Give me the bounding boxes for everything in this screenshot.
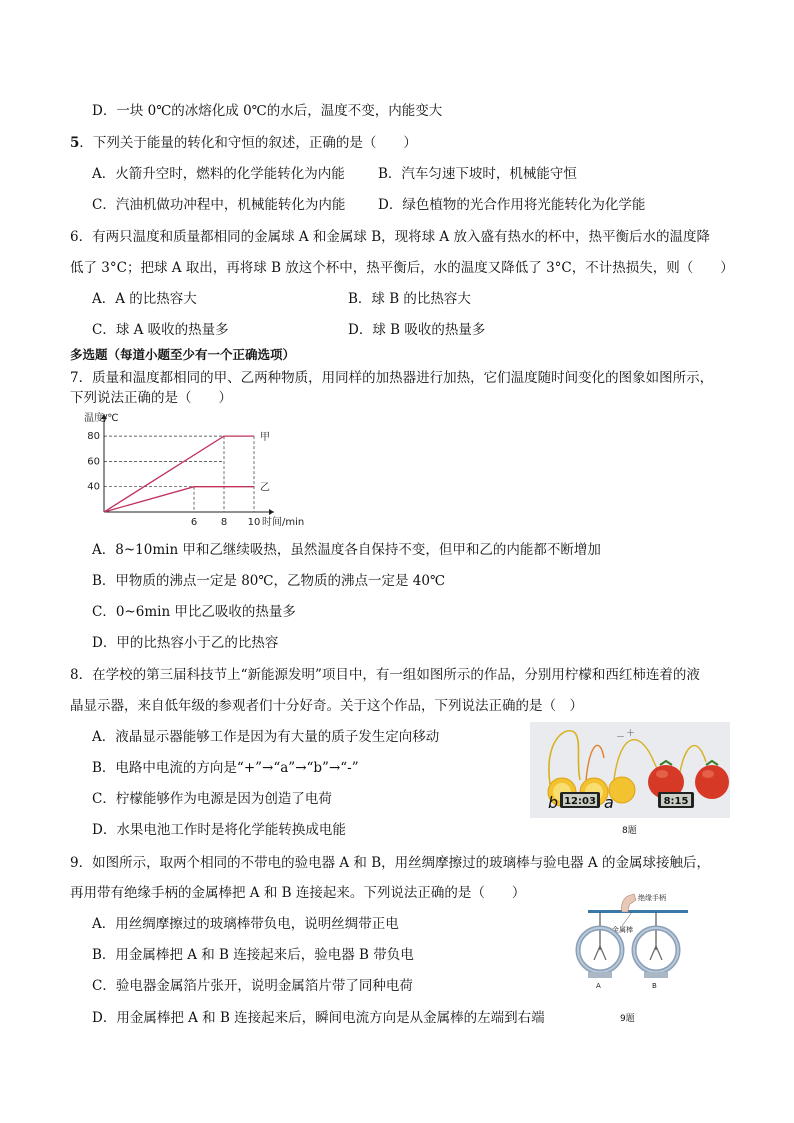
q6-option-c: C．球 A 吸收的热量多 [92, 322, 229, 338]
q5-option-b: B．汽车匀速下坡时，机械能守恒 [378, 166, 577, 182]
q7-option-c: C．0~6min 甲比乙吸收的热量多 [92, 604, 296, 620]
series-label-1: 甲 [260, 432, 270, 444]
q8-option-d: D．水果电池工作时是将化学能转换成电能 [92, 822, 346, 838]
q8-stem-2: 晶显示器，来自低年级的参观者们十分好奇。关于这个作品，下列说法正确的是（ ） [70, 698, 583, 714]
q8-stem-1: 8．在学校的第三届科技节上“新能源发明”项目中，有一组如图所示的作品，分别用柠檬和西红柿连着的液 [70, 667, 700, 683]
y-tick-80: 80 [87, 431, 100, 443]
q8-option-c: C．柠檬能够作为电源是因为创造了电荷 [92, 791, 332, 807]
q5-option-c: C．汽油机做功冲程中，机械能转化为内能 [92, 197, 346, 213]
series-line-2 [104, 487, 254, 512]
series-label-2: 乙 [260, 482, 270, 494]
q6-stem-2: 低了 3°C；把球 A 取出，再将球 B 放这个杯中，热平衡后，水的温度又降低了 3°C，不计热损失，则（ ） [70, 260, 734, 276]
label-b: B [652, 982, 657, 990]
fig8-caption: 8题 [622, 826, 637, 836]
minus-sign: － [616, 733, 626, 743]
rod-label: 金属棒 [612, 926, 633, 934]
q8-option-b: B．电路中电流的方向是“+”→“a”→“b”→“-” [92, 760, 359, 776]
q9-option-b: B．用金属棒把 A 和 B 连接起来后，验电器 B 带负电 [92, 947, 414, 963]
x-axis-arrow [269, 509, 274, 515]
electroscope-diagram [570, 890, 700, 992]
handle-label: 绝缘手柄 [638, 894, 666, 902]
q4-option-d: D．一块 0℃的冰熔化成 0℃的水后，温度不变，内能变大 [92, 103, 443, 119]
q8-option-a: A．液晶显示器能够工作是因为有大量的质子发生定向移动 [92, 729, 440, 745]
y-tick-60: 60 [87, 456, 100, 468]
plus-sign: ＋ [626, 729, 636, 739]
q9-stem-1: 9．如图所示，取两个相同的不带电的验电器 A 和 B，用丝绸摩擦过的玻璃棒与验电器 A 的金属球接触后， [70, 855, 710, 871]
temperature-time-chart [70, 410, 305, 530]
q6-option-b: B．球 B 的比热容大 [348, 291, 471, 307]
display-1-reading: 12:03 [564, 796, 596, 807]
y-tick-40: 40 [87, 481, 100, 493]
q9-option-c: C．验电器金属箔片张开，说明金属箔片带了同种电荷 [92, 978, 413, 994]
q9-option-d: D．用金属棒把 A 和 B 连接起来后，瞬间电流方向是从金属棒的左端到右端 [92, 1010, 545, 1026]
q7-option-a: A．8~10min 甲和乙继续吸热，虽然温度各自保持不变，但甲和乙的内能都不断增加 [92, 542, 601, 558]
q9-stem-2: 再用带有绝缘手柄的金属棒把 A 和 B 连接起来。下列说法正确的是（ ） [70, 885, 526, 901]
q5-text: ．下列关于能量的转化和守恒的叙述，正确的是（ ） [79, 135, 417, 151]
q7-option-b: B．甲物质的沸点一定是 80℃，乙物质的沸点一定是 40℃ [92, 573, 446, 589]
q7-option-d: D．甲的比热容小于乙的比热容 [92, 635, 279, 651]
label-a: a [604, 793, 614, 812]
label-a: A [596, 982, 601, 990]
label-b: b [548, 793, 559, 812]
q5-option-a: A．火箭升空时，燃料的化学能转化为内能 [92, 166, 345, 182]
q5-option-d: D．绿色植物的光合作用将光能转化为化学能 [378, 197, 646, 213]
q7-stem-1: 7．质量和温度都相同的甲、乙两种物质，用同样的加热器进行加热，它们温度随时间变化的图象如图所示， [70, 370, 714, 386]
q9-option-a: A．用丝绸摩擦过的玻璃棒带负电，说明丝绸带正电 [92, 916, 399, 932]
x-tick-10: 10 [247, 517, 261, 528]
q5-stem: 5．下列关于能量的转化和守恒的叙述，正确的是（ ） [70, 135, 417, 151]
display-2-reading: 8:15 [663, 796, 689, 807]
y-axis-label: 温度/℃ [84, 413, 119, 424]
x-tick-8: 8 [220, 517, 228, 528]
x-tick-6: 6 [190, 517, 198, 528]
section-heading: 多选题（每道小题至少有一个正确选项） [70, 347, 296, 362]
series-line-1 [104, 436, 254, 512]
q6-option-d: D．球 B 吸收的热量多 [348, 322, 486, 338]
q6-stem-1: 6．有两只温度和质量都相同的金属球 A 和金属球 B，现将球 A 放入盛有热水的杯中，热平衡后水的温度降 [70, 229, 710, 245]
fig9-caption: 9题 [620, 1014, 635, 1024]
fruit-battery-photo [530, 722, 730, 818]
q6-option-a: A．A 的比热容大 [92, 291, 197, 307]
x-axis-label: 时间/min [262, 517, 305, 528]
q7-stem-2: 下列说法正确的是（ ） [70, 390, 232, 406]
